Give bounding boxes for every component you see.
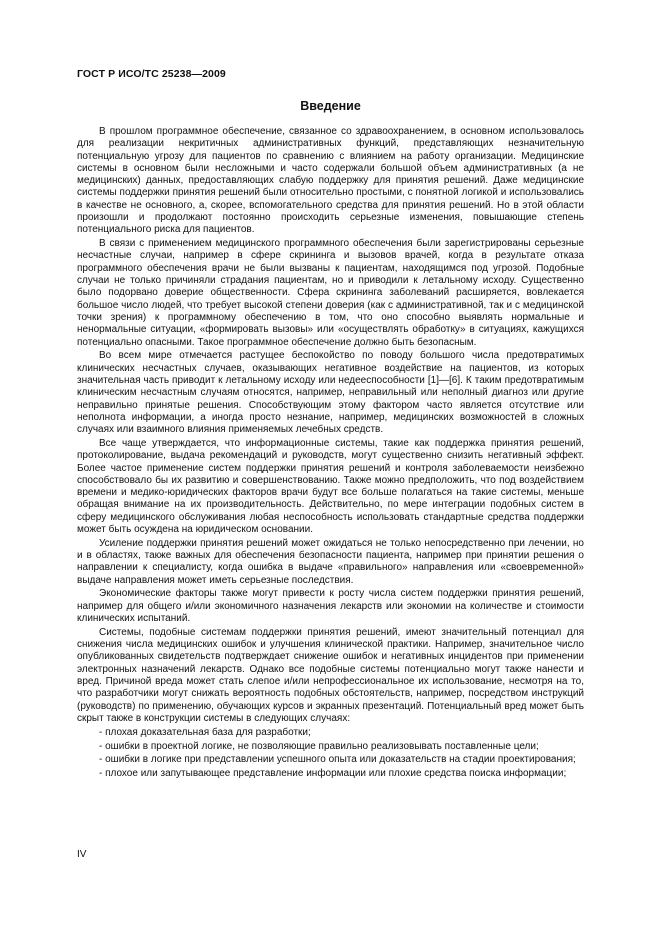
list-item: - плохое или запутывающее представление информации или плохие средства поиска информации; xyxy=(99,768,567,780)
paragraph: Системы, подобные системам поддержки принятия решений, имеют значительный потенциал для снижения числа медицинских ошибок и улучшения клинической практики. Например, значительное число опубликованных свидетельств подтверждает снижение ошибок и негативных инцидентов при применении электронных назначений лекарств. Однако все подобные системы потенциально могут также нанести и вред. Причиной вреда может стать слепое и/или непрофессиональное их использование, несмотря на то, что разработчики могут снижать вероятность подобных обстоятельств, например, посредством инструкций (руководств) по применению, обучающих курсов и экранных презентаций. Потенциальный вред может быть скрыт также в конструкции системы в следующих случаях: xyxy=(77,626,584,724)
paragraph: В связи с применением медицинского программного обеспечения были зарегистрированы серьезные несчастные случаи, например в сфере скрининга и вызовов врачей, когда в результате отказа программного обеспечения врачи не были вызваны к пациентам, находящимся под угрозой. Подобные случаи не только причиняли страдания пациентам, но и приводили к летальному исходу. Существенно было подорвано доверие общественности. Сфера скрининга заболеваний расширяется, вовлекается большое число людей, что требует высокой степени доверия (как с административной, так и с медицинской точки зрения) к программному обеспечению в том, что оно способно выявлять нормальные и ненормальные ситуации, «формировать вызовы» или «осуществлять обработку» в ситуациях, кажущихся потенциально опасными. Такое программное обеспечение должно быть безопасным. xyxy=(77,238,584,348)
list-item: - ошибки в проектной логике, не позволяющие правильно реализовывать поставленные цели; xyxy=(99,740,539,752)
paragraph: Во всем мире отмечается растущее беспокойство по поводу большого числа предотвратимых клинических несчастных случаев, оказывающих негативное воздействие на пациентов, из которых значительная часть приводит к летальному исходу или недееспособности [1]—[6]. К таким предотвратимым клиническим несчастным случаям относятся, например, неправильный или неполный диагноз или другие неправильно принятые решения. Способствующим этому фактором часто является отсутствие или неполнота информации, а иногда просто незнание, например, медицинских возможностей в сложных случаях или взаимного влияния применяемых лечебных средств. xyxy=(77,350,584,436)
paragraph: Усиление поддержки принятия решений может ожидаться не только непосредственно при лечении, но и в областях, также важных для обеспечения безопасности пациента, например при принятии решения о направлении к специалисту, когда ошибка в выдаче «правильного» направления или «своевременной» выдаче направления может иметь серьезные последствия. xyxy=(77,537,584,586)
paragraph: Экономические факторы также могут привести к росту числа систем поддержки принятия решений, например для общего и/или экономичного назначения лекарств или экономии на количестве и стоимости клинических испытаний. xyxy=(77,588,584,625)
document-body xyxy=(77,126,584,782)
section-title: Введение xyxy=(300,99,361,113)
list-item: - плохая доказательная база для разработки; xyxy=(99,726,311,738)
document-header: ГОСТ Р ИСО/ТС 25238—2009 xyxy=(77,68,226,80)
paragraph: В прошлом программное обеспечение, связанное со здравоохранением, в основном использовалось для реализации некритичных административных функций, представляющих незначительную потенциальную угрозу для пациентов по сравнению с влиянием на работу организации. Медицинские системы в основном были несложными и часто содержали большой объем административных (а не медицинских) данных, предоставляющих слабую поддержку для принятия решений. Даже медицинские системы поддержки принятия решений были относительно простыми, с понятной логикой и использовались в качестве не основного, а, скорее, вспомогательного средства для принятия решений. Но в этой области произошли и продолжают постоянно происходить серьезные изменения, повышающие степень потенциального риска для пациентов. xyxy=(77,126,584,236)
paragraph: Все чаще утверждается, что информационные системы, такие как поддержка принятия решений, протоколирование, выдача рекомендаций и руководств, могут существенно снизить негативный эффект. Более частое применение систем поддержки принятия решений и контроля заболеваемости неизбежно способствовало бы их развитию и совершенствованию. Также можно предположить, что под воздействием времени и медико-юридических факторов врачи будут все больше полагаться на такие системы, меньше обращая внимание на их производительность. Действительно, по мере интеграции подобных систем в сферу медицинского обслуживания любая неспособность использовать стандартные средства поддержки может быть осуждена на юридическом основании. xyxy=(77,437,584,535)
list-item: - ошибки в логике при представлении успешного опыта или доказательств на стадии проектирования; xyxy=(99,754,576,766)
page-number: IV xyxy=(77,849,87,860)
